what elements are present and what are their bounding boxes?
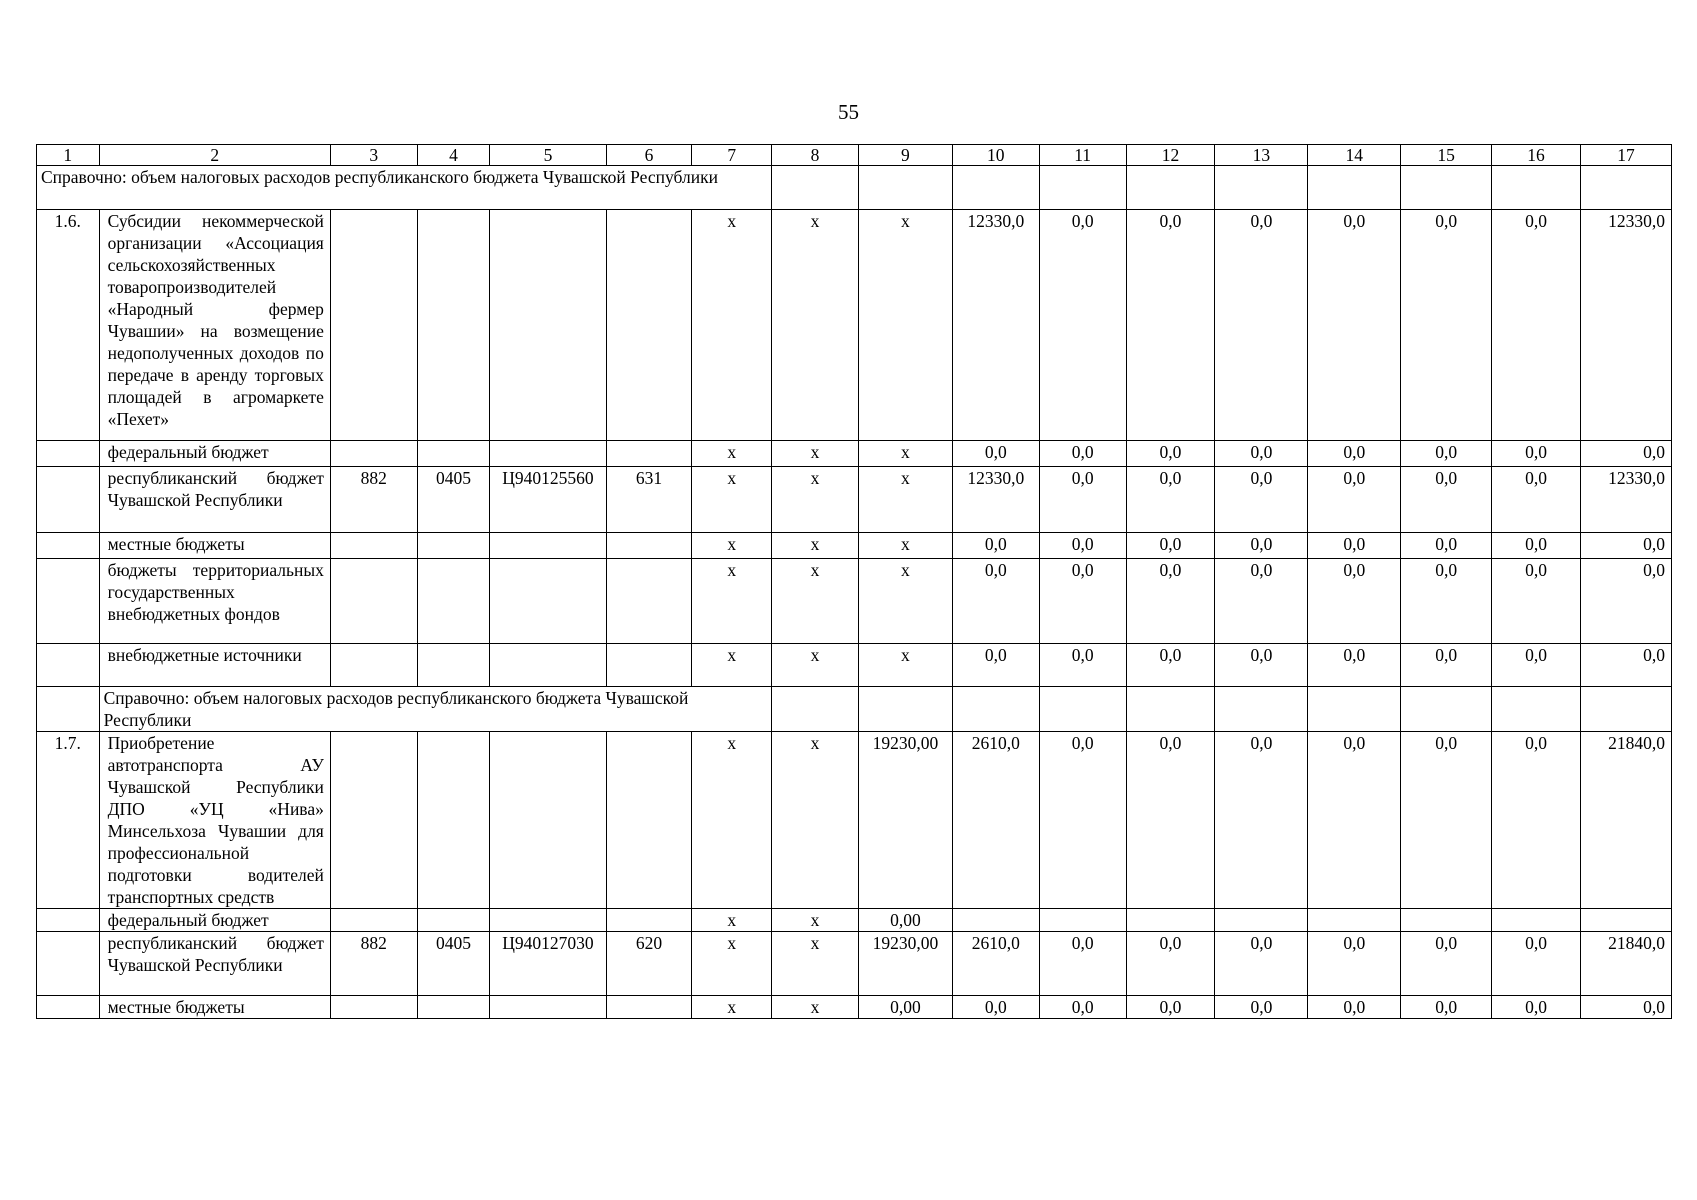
table-cell: 0,0 xyxy=(1492,559,1581,644)
table-cell: 0,0 xyxy=(1039,559,1126,644)
table-cell xyxy=(490,644,606,687)
table-cell: 19230,00 xyxy=(858,732,952,909)
table-cell xyxy=(417,996,490,1019)
table-cell: 0,0 xyxy=(1126,996,1215,1019)
table-cell xyxy=(330,909,417,932)
table-cell xyxy=(1492,166,1581,210)
table-cell: 0,0 xyxy=(1215,559,1308,644)
table-cell xyxy=(490,909,606,932)
table-cell xyxy=(1401,166,1492,210)
table-cell xyxy=(417,732,490,909)
table-cell: 0,0 xyxy=(1039,533,1126,559)
table-cell: 0,0 xyxy=(1401,210,1492,441)
row-number xyxy=(37,644,100,687)
table-cell: x xyxy=(772,909,859,932)
budget-source-row xyxy=(37,559,1672,644)
table-cell: x xyxy=(692,441,772,467)
table-cell: 0,0 xyxy=(1308,932,1401,996)
table-cell: 0,0 xyxy=(1492,210,1581,441)
row-number xyxy=(37,533,100,559)
table-cell: 0405 xyxy=(417,932,490,996)
row-number xyxy=(37,932,100,996)
table-cell: 0,0 xyxy=(1492,932,1581,996)
table-cell: 0,0 xyxy=(1401,732,1492,909)
table-cell: 0,0 xyxy=(1215,533,1308,559)
table-cell: 0,0 xyxy=(1401,441,1492,467)
table-cell xyxy=(1308,166,1401,210)
table-cell: 0,0 xyxy=(1126,533,1215,559)
table-cell: 0,0 xyxy=(952,559,1039,644)
table-cell: x xyxy=(692,467,772,533)
budget-source-row xyxy=(37,909,1672,932)
column-header: 1 xyxy=(37,145,100,166)
table-cell: 0,0 xyxy=(1308,996,1401,1019)
table-cell xyxy=(858,166,952,210)
column-header: 16 xyxy=(1492,145,1581,166)
table-cell: 0,0 xyxy=(1126,467,1215,533)
table-cell xyxy=(1215,166,1308,210)
table-cell: 0,0 xyxy=(952,533,1039,559)
column-header: 7 xyxy=(692,145,772,166)
table-cell: 0,0 xyxy=(1308,210,1401,441)
table-cell: 0,0 xyxy=(1492,996,1581,1019)
table-cell: x xyxy=(692,210,772,441)
table-cell: 0,0 xyxy=(1126,644,1215,687)
table-cell xyxy=(490,441,606,467)
budget-source-label: внебюджетные источники xyxy=(99,644,330,687)
table-cell: 0,0 xyxy=(1215,467,1308,533)
budget-source-label: республиканский бюджет Чувашской Республики xyxy=(99,932,330,996)
budget-source-label: федеральный бюджет xyxy=(99,441,330,467)
column-header: 17 xyxy=(1580,145,1671,166)
budget-source-row xyxy=(37,644,1672,687)
table-cell: x xyxy=(772,210,859,441)
table-cell xyxy=(606,644,692,687)
table-cell: Ц940125560 xyxy=(490,467,606,533)
table-cell: 0,0 xyxy=(1215,996,1308,1019)
table-cell xyxy=(1308,909,1401,932)
item-row xyxy=(37,210,1672,441)
table-cell: 0,0 xyxy=(1308,467,1401,533)
table-cell: 0,0 xyxy=(1308,533,1401,559)
column-header: 14 xyxy=(1308,145,1401,166)
column-header: 10 xyxy=(952,145,1039,166)
row-number: 1.7. xyxy=(37,732,100,909)
table-cell: x xyxy=(692,909,772,932)
table-cell: 2610,0 xyxy=(952,932,1039,996)
item-title: Приобретение автотранспорта АУ Чувашской Республики ДПО «УЦ «Нива» Минсельхоза Чувашии для профессиональной подготовки водителей транспортных средств xyxy=(99,732,330,909)
table-cell: 0,0 xyxy=(1401,996,1492,1019)
item-row xyxy=(37,732,1672,909)
table-cell xyxy=(772,166,859,210)
table-cell: 0,0 xyxy=(1492,441,1581,467)
row-number xyxy=(37,441,100,467)
table-cell xyxy=(490,996,606,1019)
table-cell: 0,0 xyxy=(1308,732,1401,909)
budget-source-label: республиканский бюджет Чувашской Республики xyxy=(99,467,330,533)
row-number xyxy=(37,687,100,732)
table-cell: 0,0 xyxy=(1039,996,1126,1019)
table-cell: 0,0 xyxy=(1580,441,1671,467)
reference-note: Справочно: объем налоговых расходов республиканского бюджета Чувашской Республики xyxy=(37,166,772,210)
table-cell: 0,0 xyxy=(1215,644,1308,687)
table-cell xyxy=(330,441,417,467)
table-cell xyxy=(1580,687,1671,732)
row-number xyxy=(37,559,100,644)
table-cell: 0,0 xyxy=(1126,210,1215,441)
column-header: 4 xyxy=(417,145,490,166)
column-header: 9 xyxy=(858,145,952,166)
table-cell: x xyxy=(858,533,952,559)
row-number xyxy=(37,996,100,1019)
table-cell: x xyxy=(692,932,772,996)
table-cell: 0,0 xyxy=(1580,996,1671,1019)
row-number xyxy=(37,467,100,533)
table-cell xyxy=(417,210,490,441)
table-cell: x xyxy=(692,732,772,909)
table-cell: 0,0 xyxy=(1126,932,1215,996)
budget-source-row xyxy=(37,533,1672,559)
table-cell xyxy=(1039,166,1126,210)
column-header: 5 xyxy=(490,145,606,166)
table-cell: 12330,0 xyxy=(1580,467,1671,533)
table-cell: 12330,0 xyxy=(1580,210,1671,441)
table-cell xyxy=(606,732,692,909)
budget-source-label: федеральный бюджет xyxy=(99,909,330,932)
table-cell: 0,0 xyxy=(1126,441,1215,467)
column-header: 3 xyxy=(330,145,417,166)
budget-source-row xyxy=(37,996,1672,1019)
reference-note-row xyxy=(37,166,1672,210)
table-cell xyxy=(952,909,1039,932)
table-cell: 0,0 xyxy=(952,996,1039,1019)
table-cell: 0,0 xyxy=(1401,644,1492,687)
table-cell: 0,0 xyxy=(1039,210,1126,441)
table-cell xyxy=(1492,687,1581,732)
budget-source-label: местные бюджеты xyxy=(99,996,330,1019)
table-cell xyxy=(606,996,692,1019)
table-cell xyxy=(952,687,1039,732)
column-number-row xyxy=(37,145,1672,166)
table-cell: Ц940127030 xyxy=(490,932,606,996)
table-cell xyxy=(417,533,490,559)
table-cell xyxy=(1580,909,1671,932)
table-cell: x xyxy=(692,559,772,644)
table-cell: 0,0 xyxy=(1401,932,1492,996)
table-cell: 0,0 xyxy=(1401,533,1492,559)
table-cell: x xyxy=(772,441,859,467)
table-cell xyxy=(1401,687,1492,732)
table-cell: 0,0 xyxy=(1308,559,1401,644)
column-header: 11 xyxy=(1039,145,1126,166)
table-cell: 0,0 xyxy=(1039,467,1126,533)
table-cell: x xyxy=(692,996,772,1019)
budget-source-row xyxy=(37,467,1672,533)
budget-source-row xyxy=(37,441,1672,467)
table-cell: 0,0 xyxy=(1580,644,1671,687)
table-cell xyxy=(330,996,417,1019)
table-cell: 0,0 xyxy=(1039,732,1126,909)
table-cell: 0,0 xyxy=(1492,644,1581,687)
table-cell: 0,0 xyxy=(1039,441,1126,467)
table-cell: 0,0 xyxy=(1492,467,1581,533)
column-header: 15 xyxy=(1401,145,1492,166)
table-cell: 0,0 xyxy=(1126,732,1215,909)
table-cell: 0,0 xyxy=(1492,533,1581,559)
table-cell xyxy=(417,644,490,687)
table-cell: x xyxy=(772,644,859,687)
table-cell: x xyxy=(858,644,952,687)
table-cell: x xyxy=(858,210,952,441)
table-cell: 0,0 xyxy=(1039,932,1126,996)
budget-table xyxy=(36,144,1672,1019)
table-cell xyxy=(1580,166,1671,210)
column-header: 8 xyxy=(772,145,859,166)
column-header: 6 xyxy=(606,145,692,166)
page-number: 55 xyxy=(838,100,859,124)
table-cell: 0,0 xyxy=(1580,533,1671,559)
budget-source-label: местные бюджеты xyxy=(99,533,330,559)
table-cell: 0,0 xyxy=(1215,932,1308,996)
table-cell: 0,0 xyxy=(1215,441,1308,467)
table-cell xyxy=(490,533,606,559)
reference-note: Справочно: объем налоговых расходов республиканского бюджета Чувашской Республики xyxy=(99,687,772,732)
table-cell: 0,00 xyxy=(858,996,952,1019)
table-cell xyxy=(330,559,417,644)
table-cell xyxy=(1126,909,1215,932)
table-cell xyxy=(330,644,417,687)
table-cell xyxy=(330,732,417,909)
item-title: Субсидии некоммерческой организации «Ассоциация сельскохозяйственных товаропроизводителей «Народный фермер Чувашии» на возмещение недополученных доходов по передаче в аренду торговых площадей в агромаркете «Пехет» xyxy=(99,210,330,441)
table-cell: 0,0 xyxy=(1492,732,1581,909)
table-cell: 0,0 xyxy=(952,644,1039,687)
table-cell: 12330,0 xyxy=(952,467,1039,533)
table-cell xyxy=(606,909,692,932)
table-cell xyxy=(1492,909,1581,932)
table-cell: 0,0 xyxy=(1401,559,1492,644)
table-cell: 21840,0 xyxy=(1580,732,1671,909)
table-cell: 0405 xyxy=(417,467,490,533)
table-cell: x xyxy=(772,559,859,644)
table-cell: 0,0 xyxy=(1308,441,1401,467)
table-cell xyxy=(417,909,490,932)
table-cell xyxy=(1215,909,1308,932)
table-cell: 12330,0 xyxy=(952,210,1039,441)
table-cell xyxy=(330,210,417,441)
budget-source-label: бюджеты территориальных государственных внебюджетных фондов xyxy=(99,559,330,644)
table-cell: 0,0 xyxy=(1215,210,1308,441)
table-cell xyxy=(606,559,692,644)
table-cell xyxy=(606,210,692,441)
table-cell xyxy=(1039,687,1126,732)
table-cell xyxy=(606,441,692,467)
table-cell: 0,0 xyxy=(1308,644,1401,687)
budget-source-row xyxy=(37,932,1672,996)
table-cell: x xyxy=(692,533,772,559)
table-cell xyxy=(1039,909,1126,932)
table-cell: 0,0 xyxy=(1215,732,1308,909)
table-cell: 0,0 xyxy=(1401,467,1492,533)
table-cell: 882 xyxy=(330,467,417,533)
table-cell: x xyxy=(858,559,952,644)
table-cell: x xyxy=(772,467,859,533)
table-cell: 620 xyxy=(606,932,692,996)
table-cell: x xyxy=(858,467,952,533)
table-cell: 2610,0 xyxy=(952,732,1039,909)
table-cell xyxy=(1126,687,1215,732)
table-cell xyxy=(417,441,490,467)
table-cell: x xyxy=(692,644,772,687)
table-cell xyxy=(417,559,490,644)
column-header: 12 xyxy=(1126,145,1215,166)
table-cell: x xyxy=(772,533,859,559)
table-cell xyxy=(330,533,417,559)
row-number xyxy=(37,909,100,932)
table-cell: 21840,0 xyxy=(1580,932,1671,996)
table-cell xyxy=(952,166,1039,210)
column-header: 13 xyxy=(1215,145,1308,166)
table-cell: 631 xyxy=(606,467,692,533)
column-header: 2 xyxy=(99,145,330,166)
table-cell xyxy=(858,687,952,732)
table-cell xyxy=(490,559,606,644)
table-cell: 0,00 xyxy=(858,909,952,932)
table-cell: x xyxy=(858,441,952,467)
table-cell xyxy=(1308,687,1401,732)
table-cell xyxy=(1401,909,1492,932)
table-cell: 0,0 xyxy=(1039,644,1126,687)
row-number: 1.6. xyxy=(37,210,100,441)
table-cell xyxy=(606,533,692,559)
table-cell xyxy=(772,687,859,732)
table-cell: x xyxy=(772,996,859,1019)
table-cell xyxy=(490,210,606,441)
table-cell: 882 xyxy=(330,932,417,996)
table-cell: 0,0 xyxy=(1126,559,1215,644)
table-cell: 0,0 xyxy=(952,441,1039,467)
table-cell xyxy=(490,732,606,909)
table-cell xyxy=(1126,166,1215,210)
table-cell: 19230,00 xyxy=(858,932,952,996)
reference-note-row xyxy=(37,687,1672,732)
table-cell: x xyxy=(772,732,859,909)
table-cell: 0,0 xyxy=(1580,559,1671,644)
table-cell: x xyxy=(772,932,859,996)
table-cell xyxy=(1215,687,1308,732)
